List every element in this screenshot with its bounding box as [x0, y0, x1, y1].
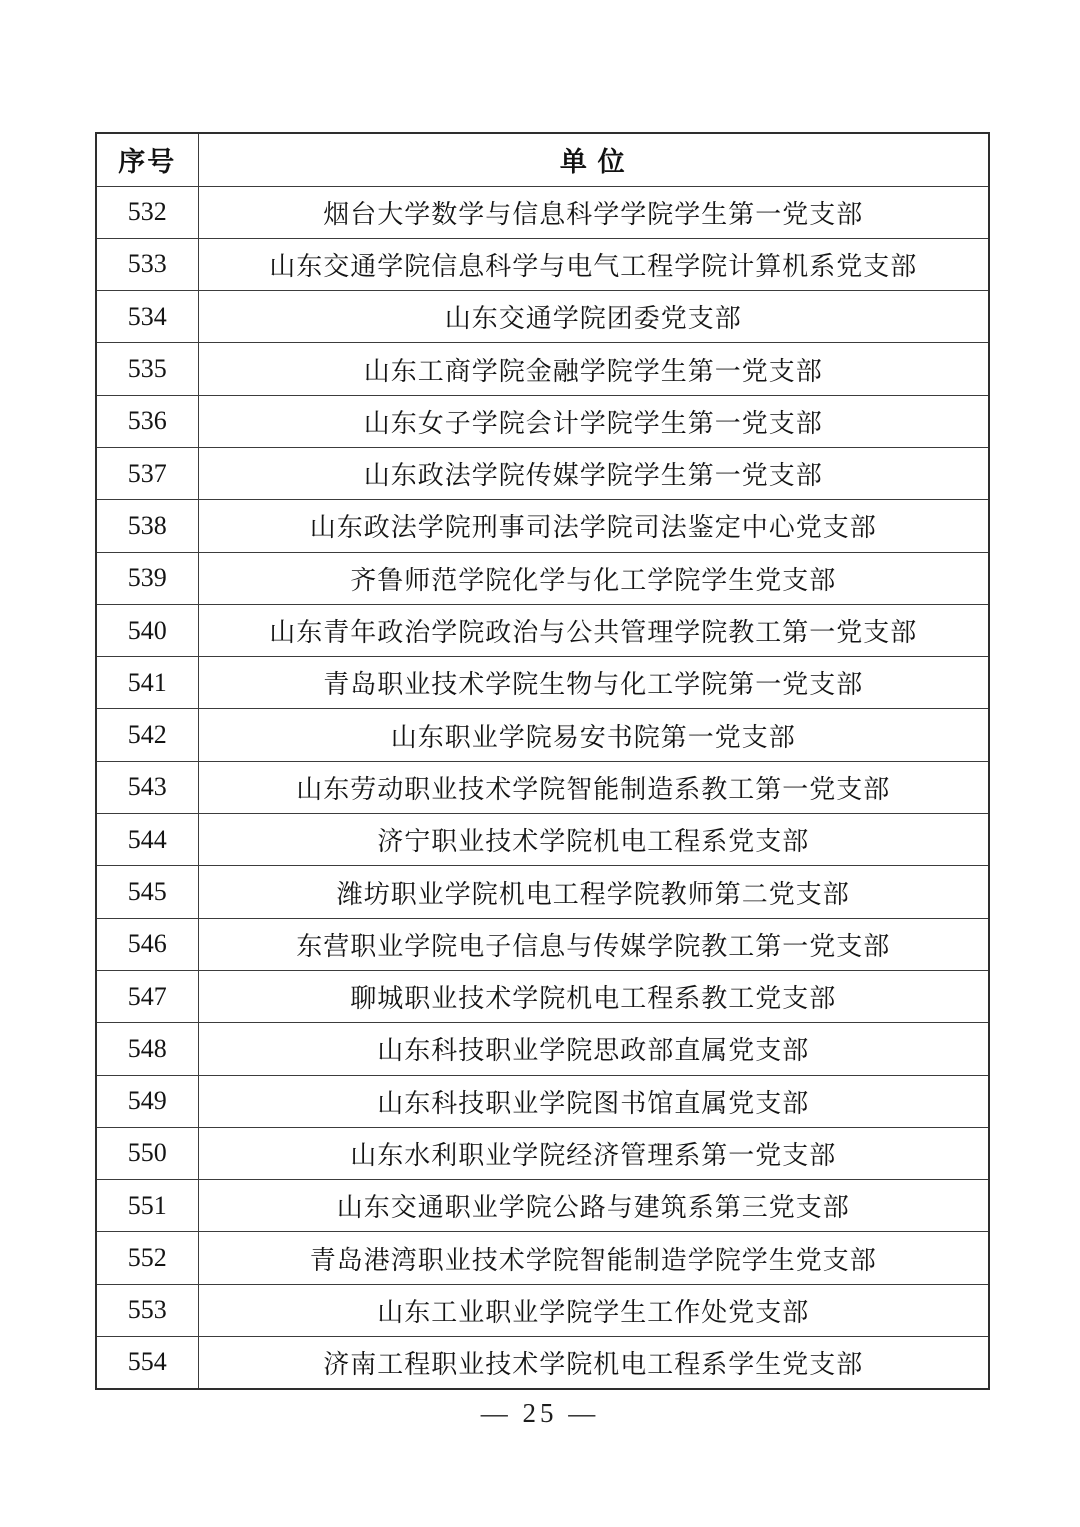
table-row [96, 1284, 989, 1336]
unit-table [95, 132, 990, 1390]
unit-cell: 山东工商学院金融学院学生第一党支部 [198, 343, 989, 395]
serial-cell: 550 [96, 1127, 198, 1179]
table-row [96, 1337, 989, 1389]
serial-cell: 540 [96, 604, 198, 656]
unit-cell: 青岛职业技术学院生物与化工学院第一党支部 [198, 657, 989, 709]
table-row [96, 238, 989, 290]
serial-cell: 554 [96, 1337, 198, 1389]
unit-cell: 齐鲁师范学院化学与化工学院学生党支部 [198, 552, 989, 604]
unit-cell: 山东政法学院传媒学院学生第一党支部 [198, 447, 989, 499]
table-row [96, 291, 989, 343]
table-row [96, 1180, 989, 1232]
serial-cell: 543 [96, 761, 198, 813]
table-row [96, 1023, 989, 1075]
column-header-unit: 单 位 [198, 133, 989, 186]
table-row [96, 186, 989, 238]
unit-cell: 山东劳动职业技术学院智能制造系教工第一党支部 [198, 761, 989, 813]
serial-cell: 532 [96, 186, 198, 238]
table-row [96, 395, 989, 447]
serial-cell: 545 [96, 866, 198, 918]
serial-cell: 535 [96, 343, 198, 395]
unit-cell: 山东水利职业学院经济管理系第一党支部 [198, 1127, 989, 1179]
serial-cell: 533 [96, 238, 198, 290]
unit-cell: 山东职业学院易安书院第一党支部 [198, 709, 989, 761]
unit-cell: 聊城职业技术学院机电工程系教工党支部 [198, 970, 989, 1022]
serial-cell: 541 [96, 657, 198, 709]
serial-cell: 534 [96, 291, 198, 343]
table-row [96, 970, 989, 1022]
table-row [96, 709, 989, 761]
table-row [96, 552, 989, 604]
table-row [96, 814, 989, 866]
unit-cell: 济宁职业技术学院机电工程系党支部 [198, 814, 989, 866]
unit-cell: 山东工业职业学院学生工作处党支部 [198, 1284, 989, 1336]
serial-cell: 549 [96, 1075, 198, 1127]
serial-cell: 537 [96, 447, 198, 499]
unit-cell: 山东科技职业学院思政部直属党支部 [198, 1023, 989, 1075]
unit-cell: 山东科技职业学院图书馆直属党支部 [198, 1075, 989, 1127]
column-header-serial: 序号 [96, 133, 198, 186]
serial-cell: 542 [96, 709, 198, 761]
table-body [96, 186, 989, 1389]
table-row [96, 761, 989, 813]
table-row [96, 1075, 989, 1127]
table-header [96, 133, 989, 186]
serial-cell: 546 [96, 918, 198, 970]
serial-cell: 539 [96, 552, 198, 604]
header-row [96, 133, 989, 186]
unit-cell: 东营职业学院电子信息与传媒学院教工第一党支部 [198, 918, 989, 970]
unit-cell: 山东交通学院团委党支部 [198, 291, 989, 343]
unit-cell: 山东政法学院刑事司法学院司法鉴定中心党支部 [198, 500, 989, 552]
serial-cell: 536 [96, 395, 198, 447]
unit-cell: 烟台大学数学与信息科学学院学生第一党支部 [198, 186, 989, 238]
table-row [96, 500, 989, 552]
unit-cell: 山东青年政治学院政治与公共管理学院教工第一党支部 [198, 604, 989, 656]
table-row [96, 1127, 989, 1179]
table-row [96, 1232, 989, 1284]
unit-cell: 青岛港湾职业技术学院智能制造学院学生党支部 [198, 1232, 989, 1284]
table-row [96, 657, 989, 709]
serial-cell: 552 [96, 1232, 198, 1284]
unit-cell: 山东交通职业学院公路与建筑系第三党支部 [198, 1180, 989, 1232]
unit-cell: 潍坊职业学院机电工程学院教师第二党支部 [198, 866, 989, 918]
serial-cell: 544 [96, 814, 198, 866]
unit-cell: 济南工程职业技术学院机电工程系学生党支部 [198, 1337, 989, 1389]
serial-cell: 548 [96, 1023, 198, 1075]
serial-cell: 547 [96, 970, 198, 1022]
table-row [96, 866, 989, 918]
unit-cell: 山东交通学院信息科学与电气工程学院计算机系党支部 [198, 238, 989, 290]
table-row [96, 343, 989, 395]
table-row [96, 918, 989, 970]
unit-cell: 山东女子学院会计学院学生第一党支部 [198, 395, 989, 447]
serial-cell: 538 [96, 500, 198, 552]
page-number: — 25 — [480, 1398, 600, 1428]
table-row [96, 604, 989, 656]
serial-cell: 551 [96, 1180, 198, 1232]
table-row [96, 447, 989, 499]
serial-cell: 553 [96, 1284, 198, 1336]
